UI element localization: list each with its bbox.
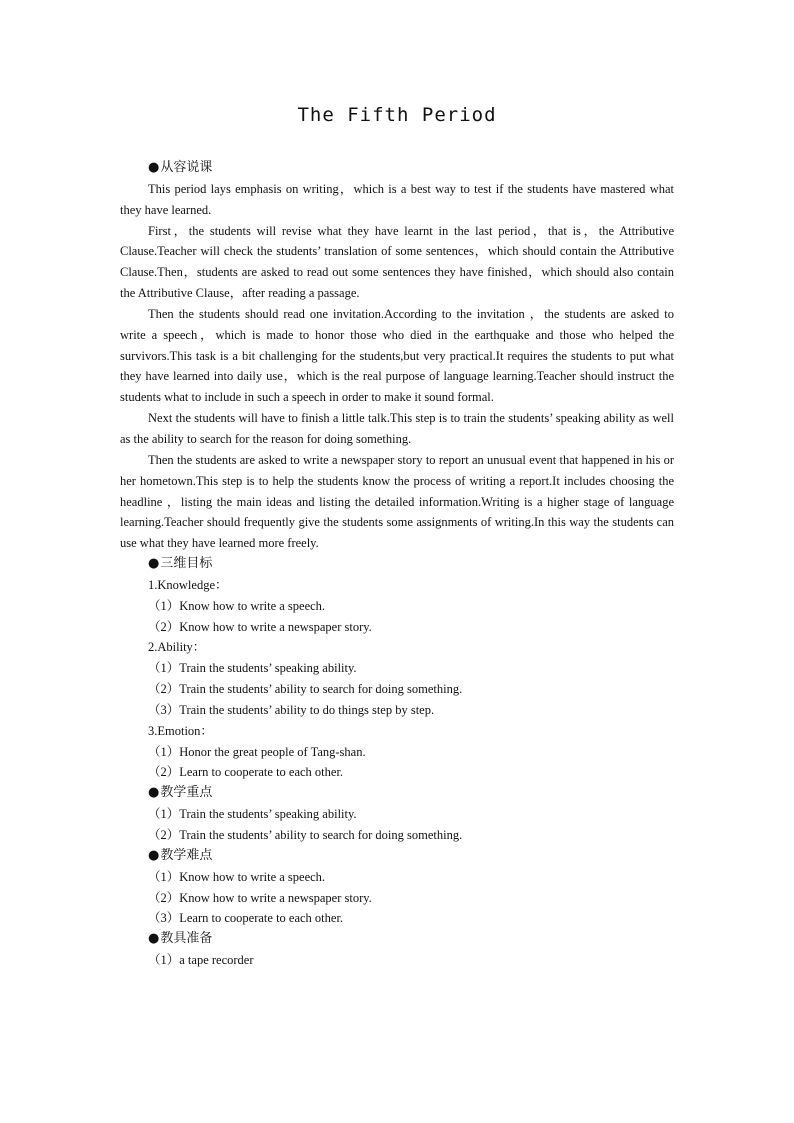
list-item: （2）Train the students’ ability to search for doing something. (148, 828, 463, 842)
paragraph: Next the students will have to finish a little talk.This step is to train the students’ speaking ability as well as the ability to search for the reason for doing something. (120, 411, 674, 446)
list-item: （1）Train the students’ speaking ability. (148, 661, 357, 676)
bullet-icon: ● (148, 931, 160, 947)
list-item: （2）Know how to write a newspaper story. (148, 619, 372, 634)
section-heading-difficult-points: ●教学难点 (148, 847, 213, 863)
list-item: （2）Know how to write a newspaper story. (148, 890, 372, 905)
paragraph: Then the students are asked to write a newspaper story to report an unusual event that happened in his or her hometown.This step is to help the students know the process of writing a report.It includes choosing the headline ，listing the main ideas and listing the detailed information.Writing is a higher stage of language learning.Teacher should frequently give the students some assignments of writing.In this way the students can use what they have learned more freely. (120, 452, 674, 551)
document-body (120, 158, 674, 971)
section-heading-teaching-talk: ●从容说课 (148, 160, 213, 175)
list-item: （1）Honor the great people of Tang-shan. (148, 744, 366, 759)
bullet-icon: ● (148, 847, 160, 863)
bullet-icon: ● (148, 785, 160, 801)
list-item: （3）Train the students’ ability to do things step by step. (148, 702, 435, 717)
list-item: （3）Learn to cooperate to each other. (148, 911, 344, 926)
bullet-icon: ● (148, 556, 160, 572)
list-item: （2）Train the students’ ability to search for doing something. (148, 682, 463, 697)
bullet-icon: ● (148, 160, 160, 175)
paragraph: First，the students will revise what they have learnt in the last period，that is，the Attributive Clause.Teacher will check the students’ translation of some sentences，which should contain the Attributive Clause.Then，students are asked to read out some sentences they have finished，which should also contain the Attributive Clause，after reading a passage. (120, 223, 674, 301)
section-heading-key-points: ●教学重点 (148, 785, 213, 801)
paragraph: Then the students should read one invitation.According to the invitation ，the students are asked to write a speech，which is made to honor those who died in the earthquake and those who helped the survivors.This task is a bit challenging for the students,but very practical.It requires the students to put what they have learned into daily use，which is the real purpose of language learning.Teacher should instruct the students what to include in such a speech in order to make it sound formal. (120, 306, 674, 405)
paragraph: This period lays emphasis on writing，which is a best way to test if the students have mastered what they have learned. (120, 181, 674, 217)
list-item: （2）Learn to cooperate to each other. (148, 765, 344, 780)
list-item: （1）a tape recorder (148, 953, 254, 968)
subheading-emotion: 3.Emotion： (148, 723, 213, 738)
list-item: （1）Know how to write a speech. (148, 598, 326, 613)
list-item: （1）Know how to write a speech. (148, 869, 326, 884)
subheading-ability: 2.Ability： (148, 640, 206, 655)
subheading-knowledge: 1.Knowledge： (148, 577, 228, 592)
page-title: The Fifth Period (297, 104, 497, 126)
section-heading-objectives: ●三维目标 (148, 556, 213, 572)
section-heading-teaching-aids: ●教具准备 (148, 931, 213, 947)
list-item: （1）Train the students’ speaking ability. (148, 807, 357, 822)
